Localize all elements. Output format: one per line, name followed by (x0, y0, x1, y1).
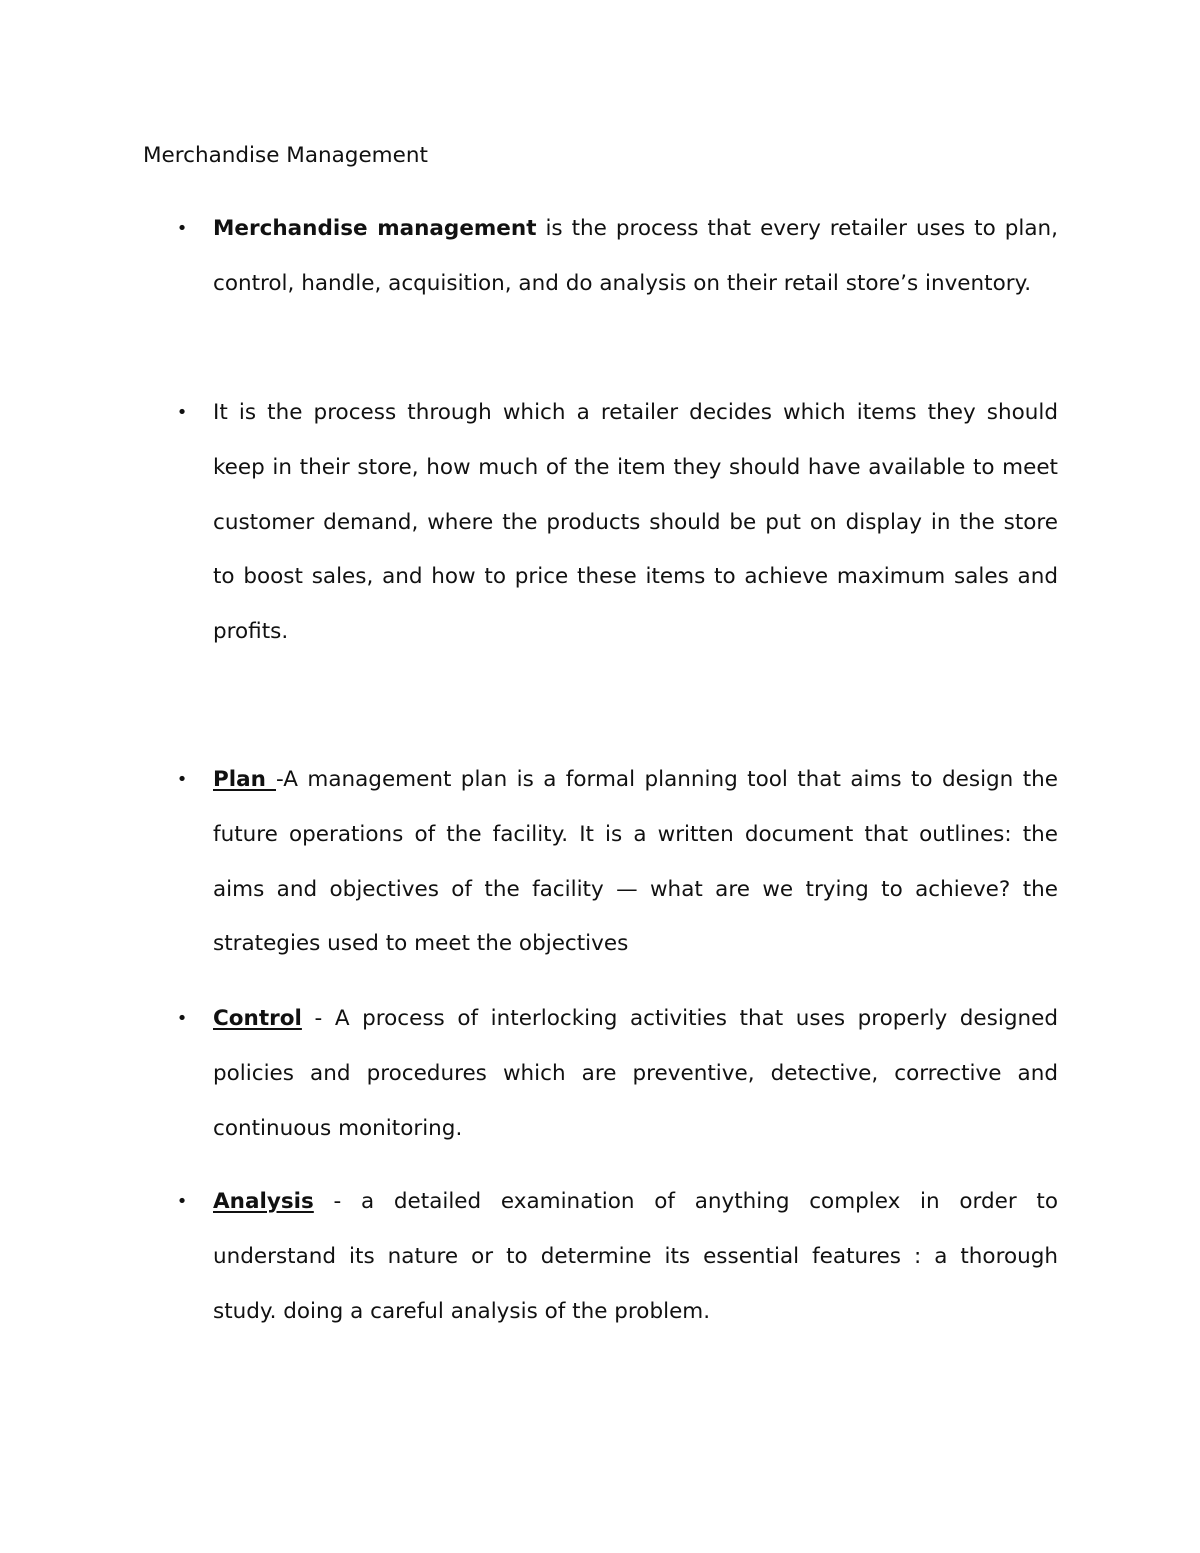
document-title: Merchandise Management (143, 143, 428, 168)
list-item-plan (176, 753, 1058, 972)
definition-text: - a detailed examination of anything complex in order to understand its nature or to determine its essential features : a thorough study. doing a careful analysis of the problem. (213, 1189, 1058, 1324)
term-merchandise-management: Merchandise management (213, 216, 537, 241)
definition-text: It is the process through which a retailer decides which items they should keep in their store, how much of the item they should have available to meet customer demand, where the products should be put on display in the store to boost sales, and how to price these items to achieve maximum sales and profits. (213, 400, 1058, 645)
term-plan: Plan (213, 767, 276, 792)
bullet-icon: • (176, 402, 188, 423)
definition-text: - A process of interlocking activities that uses properly designed policies and procedures which are preventive, detective, corrective and continuous monitoring. (213, 1006, 1058, 1141)
bullet-icon: • (176, 1191, 188, 1212)
term-analysis: Analysis (213, 1189, 314, 1214)
bullet-icon: • (176, 218, 188, 239)
definition-text: -A management plan is a formal planning tool that aims to design the future operations of the facility. It is a written document that outlines: the aims and objectives of the facility — what are we trying to achieve? the strategies used to meet the objectives (213, 767, 1058, 957)
definition-text: is the process that every retailer uses to plan, control, handle, acquisition, and do analysis on their retail store’s inventory. (213, 216, 1058, 296)
bullet-icon: • (176, 1008, 188, 1029)
bullet-icon: • (176, 769, 188, 790)
list-item-merchandise-management (176, 202, 1058, 312)
list-item-analysis (176, 1175, 1058, 1339)
list-item-process-description (176, 386, 1058, 660)
list-item-control (176, 992, 1058, 1156)
term-control: Control (213, 1006, 302, 1031)
